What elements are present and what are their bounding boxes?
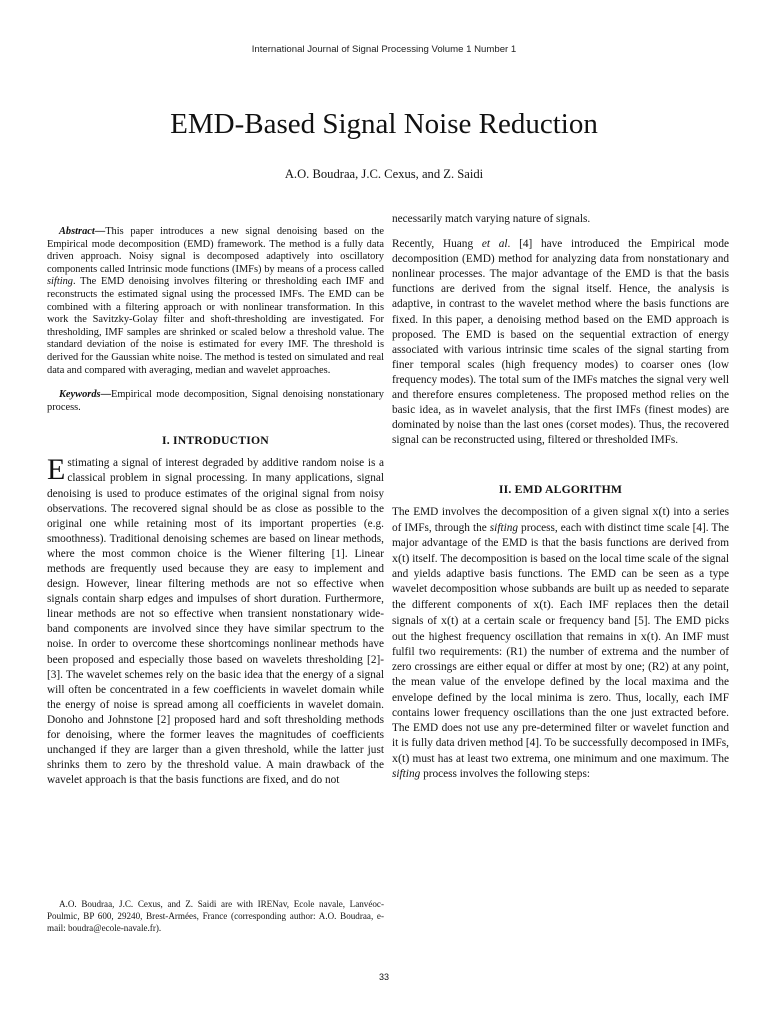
footnote-text: A.O. Boudraa, J.C. Cexus, and Z. Saidi are with IRENav, Ecole navale, Lanvéoc-Poulmic, BP 600, 29240, Brest-Armées, France (corresponding author: A.O. Boudraa, e-mail: boudra@ecole-navale.fr).	[47, 899, 384, 933]
emd-text: at a certain scale or frequency band [5]. The EMD picks out the highest frequency oscillation that remains in	[392, 615, 729, 644]
abstract-label: Abstract	[59, 226, 95, 237]
author-list: A.O. Boudraa, J.C. Cexus, and Z. Saidi	[284, 167, 484, 181]
keywords	[47, 389, 384, 414]
journal-header: International Journal of Signal Processing Volume 1 Number 1	[251, 44, 517, 55]
right-column	[392, 212, 729, 782]
emd-text: itself. The decomposition is based on the local time scale of the signal and yields adaptive basis functions. The EMD can be seen as a type wavelet decomposition whose subbands are built up as needed to separate the different components of	[392, 552, 729, 611]
section-heading-emd-algorithm: II. EMD ALGORITHM	[498, 483, 623, 497]
huang-emphasis: et al	[481, 238, 508, 251]
left-column	[47, 226, 384, 788]
huang-paragraph	[392, 237, 729, 448]
abstract-dash: —	[94, 226, 106, 237]
keywords-label: Keywords	[59, 389, 101, 401]
author-affiliation-footnote	[47, 898, 384, 934]
emd-emphasis: sifting	[489, 521, 519, 534]
math-x-of-t: x(t)	[392, 750, 410, 765]
math-x-of-t: x(t)	[392, 550, 410, 565]
keywords-dash: —	[100, 389, 111, 401]
abstract-text: This paper introduces a new signal denoising based on the Empirical mode decomposition (EMD) framework. The method is a fully data driven approach. Noisy signal is decomposed adaptively into oscillatory components called Intrinsic mode functions (IMFs) by means of a process called	[47, 226, 384, 275]
intro-continuation: necessarily match varying nature of signals.	[392, 213, 591, 225]
emd-text: process involves the following steps:	[420, 768, 590, 780]
emd-text: The EMD involves the decomposition of a given signal	[392, 506, 653, 519]
abstract	[47, 226, 384, 377]
math-x-of-t: x(t)	[533, 596, 551, 611]
drop-cap: E	[47, 453, 66, 487]
intro-text: stimating a signal of interest degraded by additive random noise is a classical problem in signal processing. In many applications, signal denoising is used to produce estimates of the original signal from noisy observations. The recovered signal should be as close as possible to the original one while retaining most of its important properties (e.g. smoothness). Traditional denoising schemes are based on linear methods, where the most common choice is the Wiener filtering [1]. Linear methods are frequently used because they are easy to implement and design. However, linear filtering methods are not so effective when signals contain sharp edges and impulses of short duration. Furthermore, linear methods are not so effective when transient nonstationary wide-band components are involved since they have similar spectrum to the noise. In order to overcome these shortcomings nonlinear methods have been proposed and especially those based on wavelets thresholding [2]-[3]. The wavelet schemes rely on the basic idea that the energy of a signal will often be concentrated in a few coefficients in wavelet domain while the energy of noise is spread among all coefficients in wavelet domain. Donoho and Johnstone [2] proposed hard and soft thresholding methods for denoising, where the former leaves the magnitudes of coefficients unchanged if they are larger than a given threshold, while the latter just shrinks them to zero by the threshold value. A main drawback of the wavelet approach is that the basis functions are fixed, and do not	[47, 457, 384, 787]
intro-paragraph	[47, 453, 384, 788]
emd-paragraph	[392, 504, 729, 782]
math-x-of-t: x(t)	[652, 504, 670, 519]
math-x-of-t: x(t)	[640, 629, 659, 644]
abstract-text-rest: . The EMD denoising involves filtering or thresholding each IMF and reconstructs the estimated signal using the processed IMFs. The EMD can be combined with a filtering approach or with nonlinear transformation. In this work the Savitzky-Golay filter and shoft-thresholding are investigated. For thresholding, IMF samples are shrinked or scaled below a threshold value. The standard deviation of the noise is estimated for every IMF. The threshold is derived for the Gaussian white noise. The method is tested on simulated and real data and compared with averaging, median and wavelet approaches.	[47, 276, 384, 376]
emd-text: . Each IMF replaces then the detail signals of	[392, 598, 729, 628]
paper-title: EMD-Based Signal Noise Reduction	[170, 108, 598, 140]
math-x-of-t: x(t)	[441, 613, 459, 628]
emd-text: . An IMF must fulfil two requirements: (R1) the number of extrema and the number of zero crossings are either equal or differ at most by one; (R2) at any point, the mean value of the envelope defined by the local maxima and the envelope defined by the local minima is zero. Thus, locally, each IMF contains lower frequency oscillations than the one just extracted before. The EMD does not use any pre-determined filter or wavelet function and it is fully data driven method [4]. To be successfully decomposed in IMFs,	[392, 631, 729, 749]
section-heading-introduction: I. INTRODUCTION	[162, 434, 269, 448]
page-number: 33	[378, 972, 389, 982]
huang-text-rest: . [4] have introduced the Empirical mode decomposition (EMD) method for analyzing data from nonstationary and nonlinear processes. The major advantage of the EMD is that the basis functions are derived from the signal itself. Hence, the analysis is adaptive, in contrast to the wavelet method where the basis functions are fixed. In this paper, a denoising method based on the EMD approach is proposed. The EMD is based on the sequential extraction of energy associated with various intrinsic time scales of the signal starting from finer temporal scales (high frequency modes) to coarser ones (low frequency modes). The total sum of the IMFs matches the signal very well and therefore ensures completeness. The proposed method relies on the basic idea, as in wavelet analysis, that the first IMFs (finest modes) are dominated by noise than the last ones (corset modes). Thus, the recovered signal can be reconstructed using, filtered or thresholded IMFs.	[392, 238, 729, 447]
abstract-emphasis: sifting	[47, 276, 73, 288]
emd-emphasis: sifting	[392, 768, 421, 780]
huang-text: Recently, Huang	[392, 238, 482, 251]
keywords-text: Empirical mode decomposition, Signal denoising nonstationary process.	[47, 389, 384, 413]
emd-text: process, each with distinct time scale [4]. The major advantage of the EMD is that the basis functions are derived from	[392, 521, 729, 549]
emd-text: must has at least two extrema, one minimum and one maximum. The	[409, 752, 729, 765]
emd-text: into a series of IMFs, through the	[392, 506, 729, 534]
